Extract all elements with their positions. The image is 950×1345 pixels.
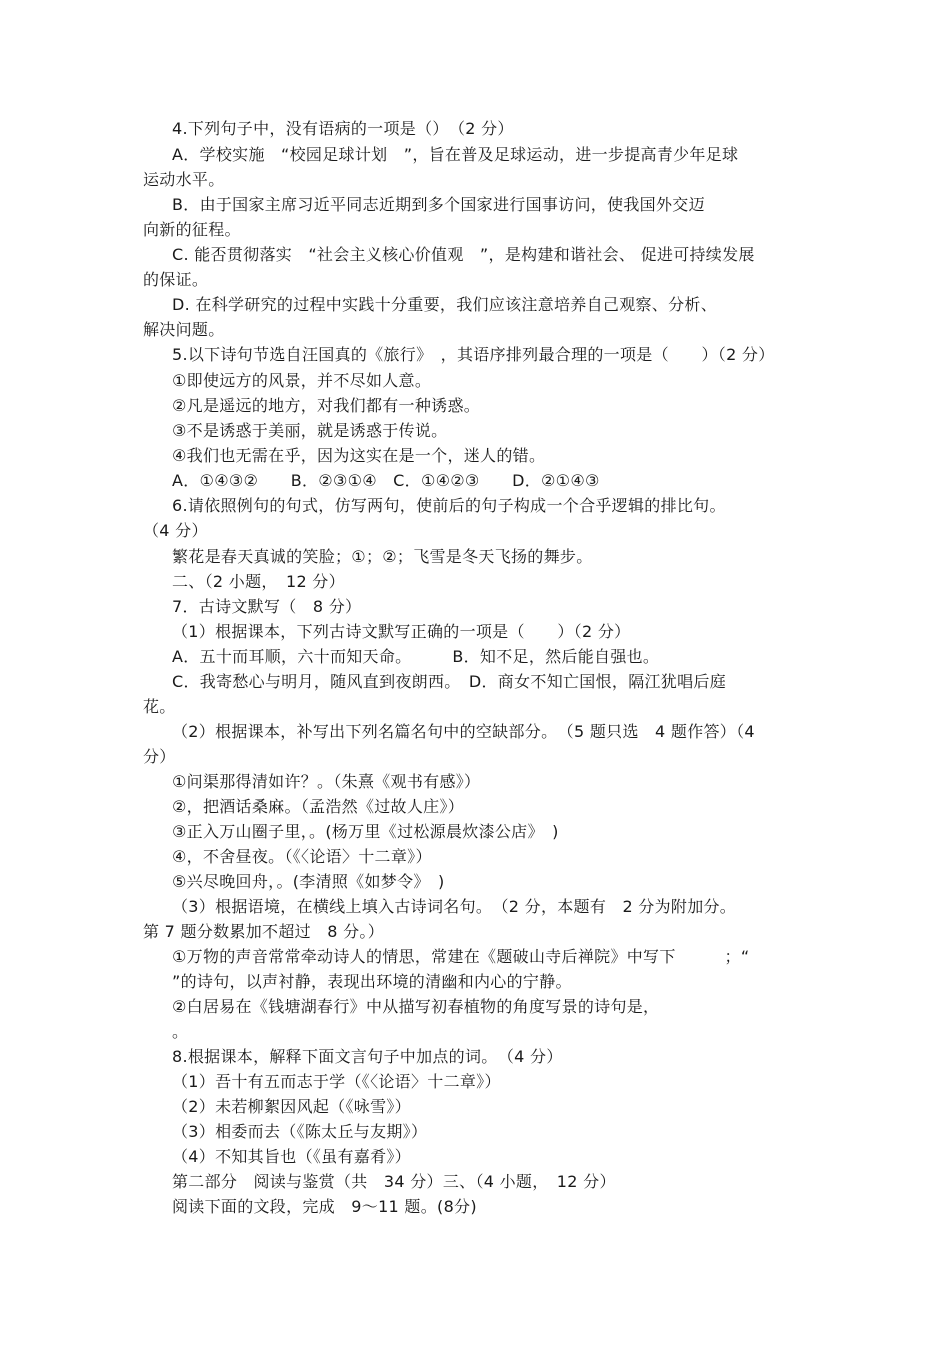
q7-2-item-3: ③正入万山圈子里，。(杨万里《过松源晨炊漆公店》 ) [172,822,559,841]
q4-option-a: A．学校实施 “校园足球计划 ”，旨在普及足球运动，进一步提高青少年足球 [172,145,739,164]
q4-option-c-cont: 的保证。 [143,270,209,289]
part-two-heading: 第二部分 阅读与鉴赏（共 34 分）三、（4 小题， 12 分） [172,1172,616,1191]
q6-score: （4 分） [143,521,208,540]
q7-2-stem: （2）根据课本，补写出下列名篇名句中的空缺部分。 （5 题只选 4 题作答）（4 [172,722,755,741]
q6-stem: 6.请依照例句的句式，仿写两句，使前后的句子构成一个合乎逻辑的排比句。 [172,496,726,515]
q7-1-options-cont: 花。 [143,697,176,716]
q6-example: 繁花是春天真诚的笑脸；①；②；飞雪是冬天飞扬的舞步。 [172,547,593,566]
q5-options: A．①④③② B．②③①④ C．①④②③ D．②①④③ [172,471,600,490]
q7-3-item-1-cont: ”的诗句，以声衬静，表现出环境的清幽和内心的宁静。 [172,972,572,991]
section-two-heading: 二、（2 小题， 12 分） [172,572,345,591]
q7-3-stem: （3）根据语境，在横线上填入古诗词名句。 （2 分，本题有 2 分为附加分。 [172,897,737,916]
q7-2-item-1: ①问渠那得清如许？。（朱熹《观书有感》） [172,772,481,791]
q4-option-c: C. 能否贯彻落实 “社会主义核心价值观 ”，是构建和谐社会、 促进可持续发展 [172,245,755,264]
q4-option-b: B．由于国家主席习近平同志近期到多个国家进行国事访问，使我国外交迈 [172,195,705,214]
q5-stem: 5.以下诗句节选自汪国真的《旅行》 ，其语序排列最合理的一项是（ ）（2 分） [172,345,775,364]
q8-item-2: （2）未若柳絮因风起（《咏雪》） [172,1097,411,1116]
reading-instruction: 阅读下面的文段，完成 9～11 题。(8分) [172,1197,477,1216]
q7-1-options-ab: A．五十而耳顺，六十而知天命。 B．知不足，然后能自强也。 [172,647,660,666]
q8-item-1: （1）吾十有五而志于学（《〈论语〉十二章》） [172,1072,501,1091]
q7-1-options-cd: C．我寄愁心与明月，随风直到夜朗西。 D．商女不知亡国恨，隔江犹唱后庭 [172,672,726,691]
q7-3-item-1: ①万物的声音常常牵动诗人的情思，常建在《题破山寺后禅院》中写下 ；“ [172,947,750,966]
q7-2-item-5: ⑤兴尽晚回舟，。(李清照《如梦令》 ) [172,872,445,891]
q7-3-item-2: ②白居易在《钱塘湖春行》中从描写初春植物的角度写景的诗句是， [172,997,660,1016]
q5-line-1: ①即使远方的风景，并不尽如人意。 [172,371,432,390]
q7-2-item-4: ④，不舍昼夜。（《〈论语〉十二章》） [172,847,432,866]
q7-stem: 7．古诗文默写（ 8 分） [172,597,362,616]
q7-2-item-2: ②，把酒话桑麻。（孟浩然《过故人庄》） [172,797,465,816]
q7-3-item-2-cont: 。 [172,1022,189,1041]
q5-line-4: ④我们也无需在乎，因为这实在是一个，迷人的错。 [172,446,546,465]
q4-option-d: D. 在科学研究的过程中实践十分重要，我们应该注意培养自己观察、分析、 [172,295,717,314]
q8-stem: 8.根据课本，解释下面文言句子中加点的词。 （4 分） [172,1047,563,1066]
q5-line-3: ③不是诱惑于美丽，就是诱惑于传说。 [172,421,448,440]
q8-item-4: （4）不知其旨也（《虽有嘉肴》） [172,1147,411,1166]
q7-3-stem-cont: 第 7 题分数累加不超过 8 分。） [143,922,385,941]
q8-item-3: （3）相委而去（《陈太丘与友期》） [172,1122,428,1141]
q4-option-d-cont: 解决问题。 [143,320,225,339]
q7-1-stem: （1）根据课本，下列古诗文默写正确的一项是（ ）（2 分） [172,622,631,641]
q4-stem: 4.下列句子中，没有语病的一项是（） （2 分） [172,119,514,138]
q4-option-a-cont: 运动水平。 [143,170,225,189]
q5-line-2: ②凡是遥远的地方，对我们都有一种诱惑。 [172,396,481,415]
q7-2-stem-cont: 分） [143,747,176,766]
q4-option-b-cont: 向新的征程。 [143,220,241,239]
